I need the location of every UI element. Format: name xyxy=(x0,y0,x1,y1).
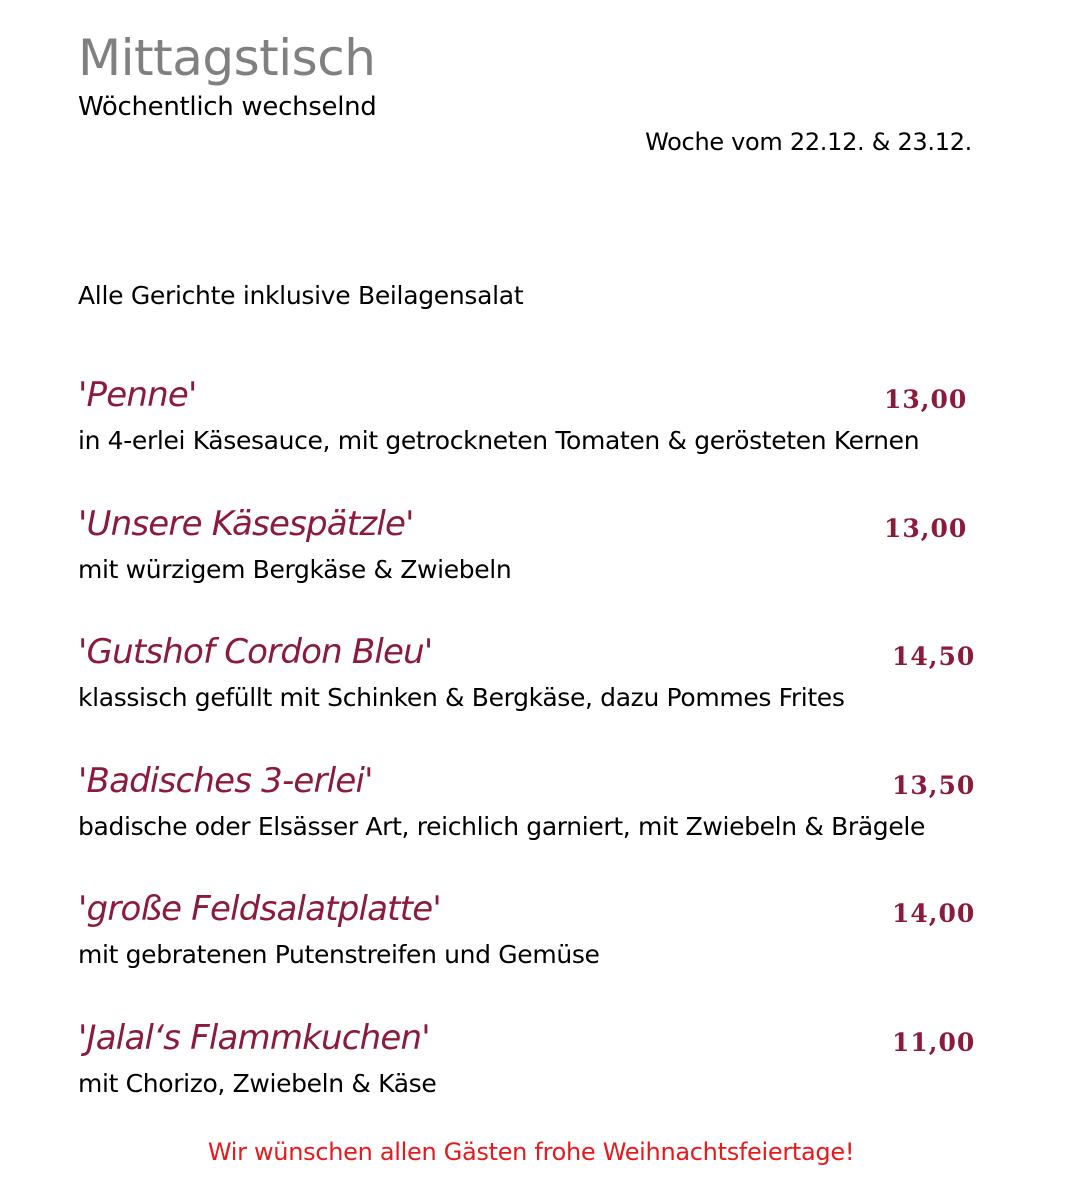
week-dates: Woche vom 22.12. & 23.12. xyxy=(645,128,972,156)
menu-item-description: klassisch gefüllt mit Schinken & Bergkäse, dazu Pommes Frites xyxy=(78,683,845,713)
menu-item-description: badische oder Elsässer Art, reichlich garniert, mit Zwiebeln & Brägele xyxy=(78,811,925,841)
menu-item-name: 'Gutshof Cordon Bleu' xyxy=(78,632,433,673)
page-subtitle: Wöchentlich wechselnd xyxy=(78,92,377,122)
menu-item-description: in 4-erlei Käsesauce, mit getrockneten Tomaten & gerösteten Kernen xyxy=(78,426,920,455)
menu-item-flammkuchen xyxy=(78,1015,998,1144)
menu-item-price: 13,00 xyxy=(884,513,968,543)
menu-item-price: 13,50 xyxy=(892,770,976,800)
menu-item-penne xyxy=(78,372,998,501)
menu-item-feldsalatplatte xyxy=(78,886,998,1015)
menu-item-price: 11,00 xyxy=(892,1027,976,1057)
menu-item-badisches-3-erlei xyxy=(78,758,998,887)
menu-item-price: 13,00 xyxy=(884,385,968,414)
menu-item-name: 'Badisches 3-erlei' xyxy=(78,760,373,801)
menu-item-description: mit Chorizo, Zwiebeln & Käse xyxy=(78,1068,437,1098)
menu-item-price: 14,50 xyxy=(892,642,976,672)
menu-item-name: 'Penne' xyxy=(78,375,197,415)
holiday-greeting: Wir wünschen allen Gästen frohe Weihnachtsfeiertage! xyxy=(207,1138,855,1166)
menu-item-price: 14,00 xyxy=(892,899,976,929)
page-title: Mittagstisch xyxy=(78,29,376,87)
menu-item-description: mit würzigem Bergkäse & Zwiebeln xyxy=(78,554,512,584)
menu-item-name: 'Jalal‘s Flammkuchen' xyxy=(78,1017,430,1058)
salad-notice: Alle Gerichte inklusive Beilagensalat xyxy=(78,281,524,310)
menu-item-cordon-bleu xyxy=(78,629,998,758)
menu-item-description: mit gebratenen Putenstreifen und Gemüse xyxy=(78,940,600,970)
menu-item-name: 'große Feldsalatplatte' xyxy=(78,889,441,930)
menu-item-name: 'Unsere Käsespätzle' xyxy=(78,503,414,544)
menu-item-kaesespaetzle xyxy=(78,501,998,630)
menu-list xyxy=(78,372,998,1144)
